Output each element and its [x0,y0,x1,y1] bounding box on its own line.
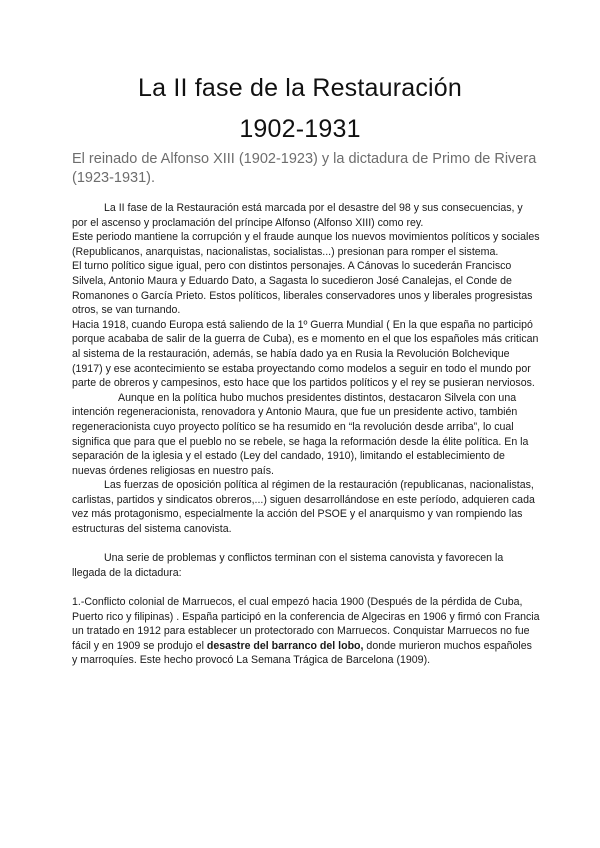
paragraph-4: Hacia 1918, cuando Europa está saliendo de la 1º Guerra Mundial ( En la que españa no participó porque acababa de salir de la guerra de Cuba), es e momento en el que los españoles más critican al sistema de la restauración, además, se había dado ya en Rusia la Revolución Bolchevique (1917) y ese acontecimiento se estaba proyectando como modelos a seguir en todo el mundo por parte de obreros y campesinos, esto hace que los partidos políticos y el rey se pusieran nerviosos. [72,318,539,390]
title-line-1: La II fase de la Restauración [137,74,463,102]
paragraph-6: Las fuerzas de oposición política al régimen de la restauración (republicanas, nacionalistas, carlistas, partidos y sindicatos obreros,...) siguen desarrollándose en este período, adquieren cada vez más protagonismo, especialmente la acción del PSOE y el anarquismo y van rompiendo las estructuras del sistema canovista. [72,479,535,536]
paragraph-3: El turno político sigue igual, pero con distintos personajes. A Cánovas lo sucederán Francisco Silvela, Antonio Maura y Eduardo Dato, a Sagasta lo sucedieron José Canalejas, el Conde de Romanones o García Prieto. Estos políticos, liberales conservadores unos y liberales progresistas otros, se van turnando. [72,260,533,317]
title-line-2: 1902-1931 [239,115,361,143]
paragraph-5: Aunque en la política hubo muchos presidentes distintos, destacaron Silvela con una intención regeneracionista, renovadora y Antonio Maura, que fue un presidente activo, también regeneracionista cuyo proyecto político se ha resumido en “la revolución desde arriba”, lo cual significa que para que el pueblo no se rebele, se haga la reformación desde la élite política. En la separación de la iglesia y el estado (Ley del candado, 1910), limitando el establecimiento de nuevas órdenes religiosas en nuestro país. [72,391,529,477]
paragraph-8 [72,595,540,668]
paragraph-8-bold: desastre del barranco del lobo, [206,639,364,652]
document-body [72,201,540,668]
subtitle: El reinado de Alfonso XIII (1902-1923) y la dictadura de Primo de Rivera (1923-1931). [72,151,537,186]
paragraph-1: La II fase de la Restauración está marcada por el desastre del 98 y sus consecuencias, y por el ascenso y proclamación del príncipe Alfonso (Alfonso XIII) como rey. [72,202,523,229]
paragraph-2: Este periodo mantiene la corrupción y el fraude aunque los nuevos movimientos políticos y sociales (Republicanos, anarquistas, nacionalistas, socialistas...) presionan para romper el sistema. [72,231,540,258]
paragraph-8-text-start: 1.-Conflicto colonial de Marruecos, el cual empezó hacia 1900 (Después de la pérdida de Cuba, Puerto rico y filipinas) . España participó en la conferencia de Algeciras en 1906 y firmó con Francia un tratado en 1912 para establecer un protectorado con Marruecos. Conquistar Marruecos no fue fácil y en 1909 se produjo el [72,596,540,652]
paragraph-7: Una serie de problemas y conflictos terminan con el sistema canovista y favorecen la llegada de la dictadura: [72,552,504,579]
paragraph-8-text-end: donde murieron muchos españoles y marroquíes. Este hecho provocó La Semana Trágica de Barcelona (1909). [72,639,532,667]
